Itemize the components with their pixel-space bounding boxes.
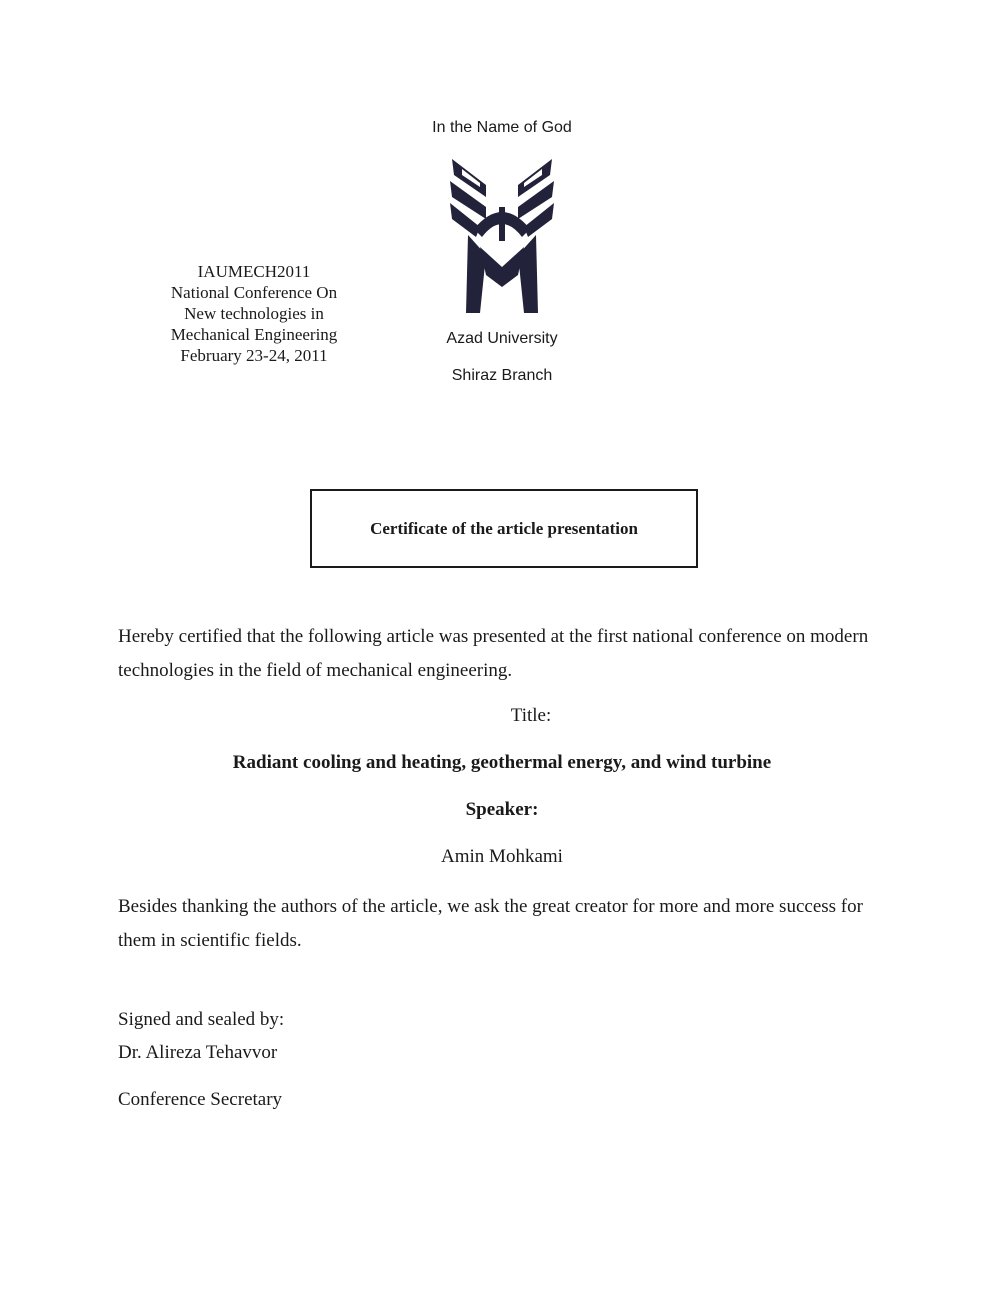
invocation-text: In the Name of God xyxy=(432,119,572,136)
certificate-heading: Certificate of the article presentation xyxy=(370,518,638,538)
title-label: Title: xyxy=(510,705,552,726)
conference-name-line-1: National Conference On xyxy=(170,283,338,302)
thanks-paragraph: Besides thanking the authors of the article, we ask the great creator for more and more success for them in scientific fields. xyxy=(118,896,863,951)
university-logo xyxy=(446,155,558,317)
university-name: Azad University xyxy=(446,330,558,347)
conference-name-line-3: Mechanical Engineering xyxy=(170,325,338,344)
intro-paragraph: Hereby certified that the following article was presented at the first national conference on modern technologies in the field of mechanical engineering. xyxy=(118,626,869,681)
signer-role: Conference Secretary xyxy=(118,1089,283,1110)
conference-name-line-2: New technologies in xyxy=(184,304,324,323)
signer-name: Dr. Alireza Tehavvor xyxy=(118,1042,278,1063)
signed-by-label: Signed and sealed by: xyxy=(118,1009,285,1030)
university-branch: Shiraz Branch xyxy=(451,367,553,384)
conference-info xyxy=(150,261,358,366)
certificate-heading-box xyxy=(310,489,698,568)
speaker-name: Amin Mohkami xyxy=(441,846,563,867)
conference-dates: February 23-24, 2011 xyxy=(180,346,328,365)
conference-code: IAUMECH2011 xyxy=(197,262,311,281)
speaker-label: Speaker: xyxy=(465,799,539,820)
article-title: Radiant cooling and heating, geothermal energy, and wind turbine xyxy=(232,752,772,773)
